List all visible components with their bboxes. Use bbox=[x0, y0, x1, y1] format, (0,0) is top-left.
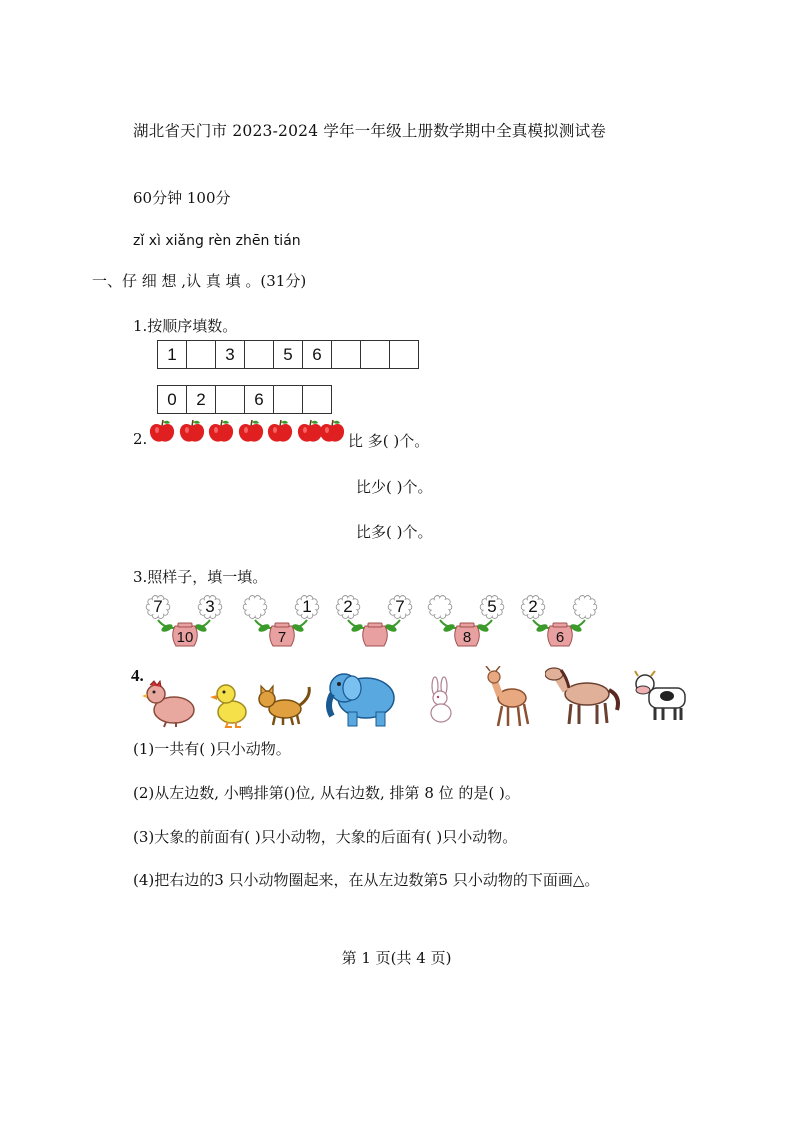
flower-pot-set bbox=[425, 592, 505, 652]
grid-cell[interactable]: 5 bbox=[274, 341, 303, 368]
pot[interactable] bbox=[169, 622, 201, 648]
pot[interactable] bbox=[266, 622, 298, 648]
grid-cell[interactable] bbox=[332, 341, 361, 368]
flower-number bbox=[425, 592, 455, 622]
grid-cell[interactable]: 2 bbox=[187, 386, 216, 413]
grid-cell[interactable] bbox=[390, 341, 418, 368]
pinyin-line: zǐ xì xiǎng rèn zhēn tián bbox=[133, 233, 301, 249]
flower-left[interactable] bbox=[240, 592, 270, 622]
flower-left[interactable] bbox=[143, 592, 173, 622]
time-score: 60分钟 100分 bbox=[133, 189, 231, 207]
grid-cell[interactable]: 0 bbox=[158, 386, 187, 413]
pot[interactable] bbox=[451, 622, 483, 648]
grid-cell[interactable]: 1 bbox=[158, 341, 187, 368]
flower-right[interactable] bbox=[570, 592, 600, 622]
grid-cell[interactable] bbox=[187, 341, 216, 368]
flower-right[interactable] bbox=[385, 592, 415, 622]
flower-number: 3 bbox=[205, 597, 215, 616]
flower-left[interactable] bbox=[518, 592, 548, 622]
flower-number: 7 bbox=[153, 597, 163, 616]
flower-number: 7 bbox=[395, 597, 405, 616]
q4-sub1: (1)一共有( )只小动物。 bbox=[133, 740, 291, 758]
flower-number bbox=[570, 592, 600, 622]
flower-pot-set bbox=[518, 592, 598, 652]
q4-label: 4. bbox=[131, 666, 144, 685]
flower-pot-set bbox=[240, 592, 320, 652]
number-grid-row2 bbox=[157, 385, 332, 414]
flower-number: 2 bbox=[343, 597, 353, 616]
grid-cell[interactable] bbox=[245, 341, 274, 368]
q1-label: 1.按顺序填数。 bbox=[133, 317, 238, 335]
grid-cell[interactable] bbox=[216, 386, 245, 413]
exam-title: 湖北省天门市 2023-2024 学年一年级上册数学期中全真模拟测试卷 bbox=[133, 122, 606, 140]
rabbit-icon bbox=[425, 676, 457, 724]
flower-number: 5 bbox=[487, 597, 497, 616]
q4-sub3: (3)大象的前面有( )只小动物，大象的后面有( )只小动物。 bbox=[133, 828, 518, 846]
q2-line3: 比多( )个。 bbox=[356, 523, 433, 541]
pot-number: 7 bbox=[277, 629, 287, 646]
horse-icon bbox=[545, 666, 623, 726]
q4-sub4: (4)把右边的3 只小动物圈起来，在从左边数第5 只小动物的下面画△。 bbox=[133, 871, 600, 889]
flower-pot-set bbox=[333, 592, 413, 652]
apple-icon bbox=[208, 419, 234, 443]
grid-cell[interactable]: 3 bbox=[216, 341, 245, 368]
flower-number: 1 bbox=[302, 597, 312, 616]
pot-number: 8 bbox=[462, 629, 472, 646]
apple-icon bbox=[319, 419, 345, 443]
pot-icon bbox=[359, 622, 391, 648]
grid-cell[interactable]: 6 bbox=[303, 341, 332, 368]
apple-icon bbox=[267, 419, 293, 443]
pot-number: 10 bbox=[176, 629, 194, 646]
apple-icon bbox=[149, 419, 175, 443]
q2-line1: 比 多( )个。 bbox=[348, 432, 430, 450]
grid-cell[interactable] bbox=[303, 386, 331, 413]
flower-right[interactable] bbox=[195, 592, 225, 622]
grid-cell[interactable] bbox=[274, 386, 303, 413]
cow-icon bbox=[633, 668, 691, 724]
q2-line2: 比少( )个。 bbox=[356, 478, 433, 496]
pot-number: 6 bbox=[555, 629, 565, 646]
deer-icon bbox=[482, 666, 534, 728]
section-heading: 一、仔 细 想 ,认 真 填 。(31分) bbox=[92, 272, 307, 290]
flower-number: 2 bbox=[528, 597, 538, 616]
flower-right[interactable] bbox=[292, 592, 322, 622]
apple-icon bbox=[238, 419, 264, 443]
cat-icon bbox=[255, 683, 315, 727]
flower-pot-set bbox=[143, 592, 223, 652]
grid-cell[interactable]: 6 bbox=[245, 386, 274, 413]
flower-left[interactable] bbox=[425, 592, 455, 622]
q4-sub2: (2)从左边数, 小鸭排第()位, 从右边数, 排第 8 位 的是( )。 bbox=[133, 784, 520, 802]
duck-icon bbox=[210, 680, 250, 728]
chicken-icon bbox=[142, 680, 198, 728]
grid-cell[interactable] bbox=[361, 341, 390, 368]
q3-label: 3.照样子，填一填。 bbox=[133, 568, 268, 586]
page-footer: 第 1 页(共 4 页) bbox=[341, 949, 452, 967]
flower-left[interactable] bbox=[333, 592, 363, 622]
q2-label: 2. bbox=[133, 430, 148, 448]
pot[interactable] bbox=[359, 622, 391, 648]
elephant-icon bbox=[322, 666, 398, 728]
apple-icon bbox=[179, 419, 205, 443]
pot[interactable] bbox=[544, 622, 576, 648]
flower-number bbox=[240, 592, 270, 622]
number-grid-row1 bbox=[157, 340, 419, 369]
flower-right[interactable] bbox=[477, 592, 507, 622]
